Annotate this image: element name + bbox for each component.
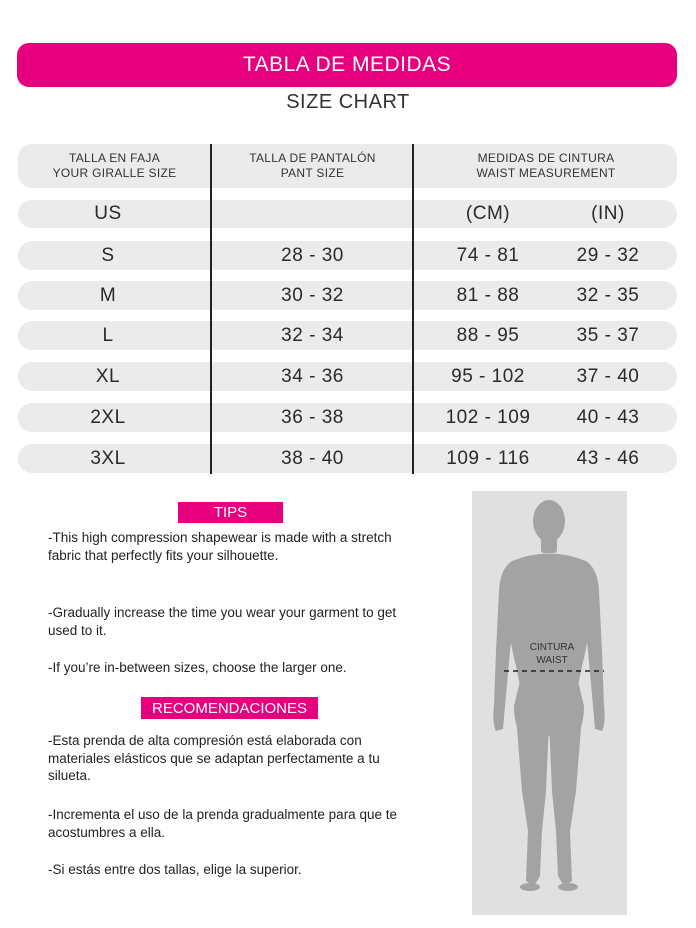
units-pant bbox=[212, 200, 413, 228]
row-cm: 109 - 116 bbox=[446, 447, 530, 469]
row-pant: 36 - 38 bbox=[281, 406, 344, 428]
row-in: 35 - 37 bbox=[576, 324, 640, 346]
header-pant-es: TALLA DE PANTALÓN bbox=[249, 151, 376, 165]
row-size: 3XL bbox=[90, 447, 126, 469]
row-cm: 74 - 81 bbox=[456, 244, 520, 266]
row-in: 43 - 46 bbox=[576, 447, 640, 469]
column-divider bbox=[210, 144, 212, 474]
row-cm: 88 - 95 bbox=[456, 324, 520, 346]
column-divider bbox=[412, 144, 414, 474]
row-in: 32 - 35 bbox=[576, 284, 640, 306]
header-size bbox=[18, 144, 211, 188]
row-pant: 28 - 30 bbox=[281, 244, 344, 266]
units-cm: (CM) bbox=[465, 203, 511, 224]
row-in: 37 - 40 bbox=[576, 365, 640, 387]
body-silhouette-icon bbox=[472, 491, 627, 915]
row-in: 29 - 32 bbox=[576, 244, 640, 266]
page-title: TABLA DE MEDIDAS bbox=[242, 53, 452, 76]
units-in: (IN) bbox=[591, 203, 625, 224]
recommendation-item: -Incrementa el uso de la prenda gradualmente para que te acostumbres a ella. bbox=[48, 807, 397, 840]
row-pant: 30 - 32 bbox=[281, 284, 344, 306]
tips-label: TIPS bbox=[178, 502, 283, 523]
row-pant: 32 - 34 bbox=[281, 324, 344, 346]
row-size: M bbox=[99, 284, 117, 306]
header-pant bbox=[212, 144, 413, 188]
header-size-en: YOUR GIRALLE SIZE bbox=[52, 166, 177, 180]
recomendaciones-label: RECOMENDACIONES bbox=[141, 697, 318, 719]
header-waist-es: MEDIDAS DE CINTURA bbox=[477, 151, 615, 165]
row-cm: 81 - 88 bbox=[456, 284, 520, 306]
recommendation-item: -Si estás entre dos tallas, elige la superior. bbox=[48, 862, 302, 877]
row-cm: 95 - 102 bbox=[451, 365, 525, 387]
row-size: XL bbox=[95, 365, 121, 387]
header-waist-en: WAIST MEASUREMENT bbox=[476, 166, 616, 180]
tip-item: -Gradually increase the time you wear your garment to get used to it. bbox=[48, 605, 397, 638]
row-size: 2XL bbox=[90, 406, 126, 428]
row-pant: 34 - 36 bbox=[281, 365, 344, 387]
header-size-es: TALLA EN FAJA bbox=[68, 151, 161, 165]
body-figure-panel bbox=[472, 491, 627, 915]
row-in: 40 - 43 bbox=[576, 406, 640, 428]
row-size: S bbox=[101, 244, 115, 266]
tip-item: -If you’re in-between sizes, choose the larger one. bbox=[48, 660, 347, 675]
row-size: L bbox=[102, 324, 114, 346]
waist-label-en: WAIST bbox=[536, 655, 568, 666]
header-pant-en: PANT SIZE bbox=[280, 166, 345, 180]
units-size: US bbox=[94, 203, 122, 224]
tip-item: -This high compression shapewear is made with a stretch fabric that perfectly fits your silhouette. bbox=[48, 530, 392, 563]
title-banner bbox=[17, 43, 677, 87]
page-subtitle: SIZE CHART bbox=[286, 91, 410, 113]
waist-label-es: CINTURA bbox=[529, 642, 575, 653]
header-waist bbox=[414, 144, 678, 188]
recommendation-item: -Esta prenda de alta compresión está elaborada con materiales elásticos que se adaptan perfectamente a tu silueta. bbox=[48, 733, 380, 783]
row-pant: 38 - 40 bbox=[281, 447, 344, 469]
row-cm: 102 - 109 bbox=[445, 406, 531, 428]
